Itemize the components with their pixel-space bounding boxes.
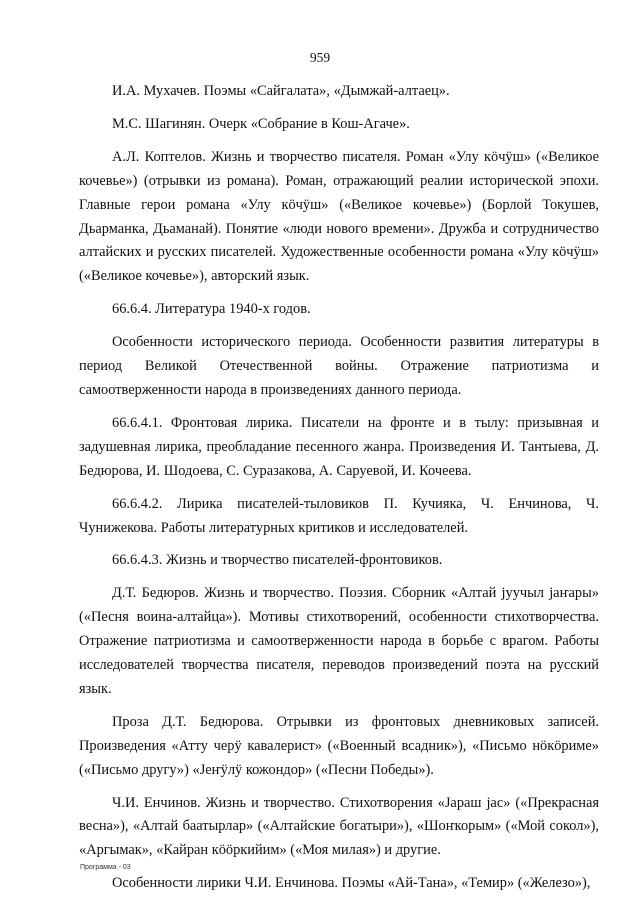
paragraph-mukhachev: И.А. Мухачев. Поэмы «Сайгалата», «Дымжай-алтаец». — [112, 83, 450, 99]
paragraph-bedyurov: Д.Т. Бедюров. Жизнь и творчество. Поэзия. Сборник «Алтай јуучыл јаҥары» («Песня воина-алтайца»). Мотивы стихотворений, особенности стихотворчества. Отражение патриотизма и самоотверженности народа в борьбе с врагом. Работы исследователей творчества писателя, переводов произведений поэта на русский язык. — [79, 585, 599, 697]
paragraph-enchinov: Ч.И. Енчинов. Жизнь и творчество. Стихотворения «Јараш јас» («Прекрасная весна»), «Алтай баатырлар» («Алтайские богатыри»), «Шоҥкорым» («Мой сокол»), «Аргымак», «Кайран кӧӧркийим» («Моя милая») и другие. — [79, 794, 599, 859]
paragraph-shaginyan: М.С. Шагинян. Очерк «Собрание в Кош-Агаче». — [112, 115, 410, 132]
section-heading-66-6-4: 66.6.4. Литература 1940-х годов. — [112, 301, 311, 318]
paragraph-koptelov: А.Л. Коптелов. Жизнь и творчество писателя. Роман «Улу кӧчӱш» («Великое кочевье») (отрывки из романа). Роман, отражающий реалии исторической эпохи. Главные герои романа «Улу кӧчӱш» («Великое кочевье») (Борлой Токушев, Дьарманка, Дьаманай). Понятие «люди нового времени». Дружба и сотрудничество алтайских и русских писателей. Художественные особенности романа «Улу кӧчӱш» («Великое кочевье»), авторский язык. — [79, 148, 599, 285]
paragraph-enchinov-lyrics: Особенности лирики Ч.И. Енчинова. Поэмы «Ай-Тана», «Темир» («Железо»), — [112, 875, 591, 892]
page-number: 959 — [309, 50, 331, 65]
paragraph-historical-period: Особенности исторического периода. Особенности развития литературы в период Великой Отечественной войны. Отражение патриотизма и самоотверженности народа в произведениях данного периода. — [79, 334, 599, 398]
paragraph-bedyurov-prose: Проза Д.Т. Бедюрова. Отрывки из фронтовых дневниковых записей. Произведения «Атту черӱ кавалерист» («Военный всадник»), «Письмо нӧкӧриме» («Письмо другу») «Јеҥӱлӱ кожондор» («Песни Победы»). — [79, 713, 599, 778]
section-66-6-4-2: 66.6.4.2. Лирика писателей-тыловиков П. Кучияка, Ч. Енчинова, Ч. Чунижекова. Работы литературных критиков и исследователей. — [79, 495, 599, 536]
section-heading-66-6-4-3: 66.6.4.3. Жизнь и творчество писателей-фронтовиков. — [112, 552, 443, 569]
page-footer: Программа - 03 — [80, 864, 131, 871]
section-66-6-4-1: 66.6.4.1. Фронтовая лирика. Писатели на фронте и в тылу: призывная и задушевная лирика, преобладание песенного жанра. Произведения И. Тантыева, Д. Бедюрова, И. Шодоева, С. Суразакова, А. Саруевой, И. Кочеева. — [79, 414, 599, 479]
document-body — [79, 80, 599, 905]
